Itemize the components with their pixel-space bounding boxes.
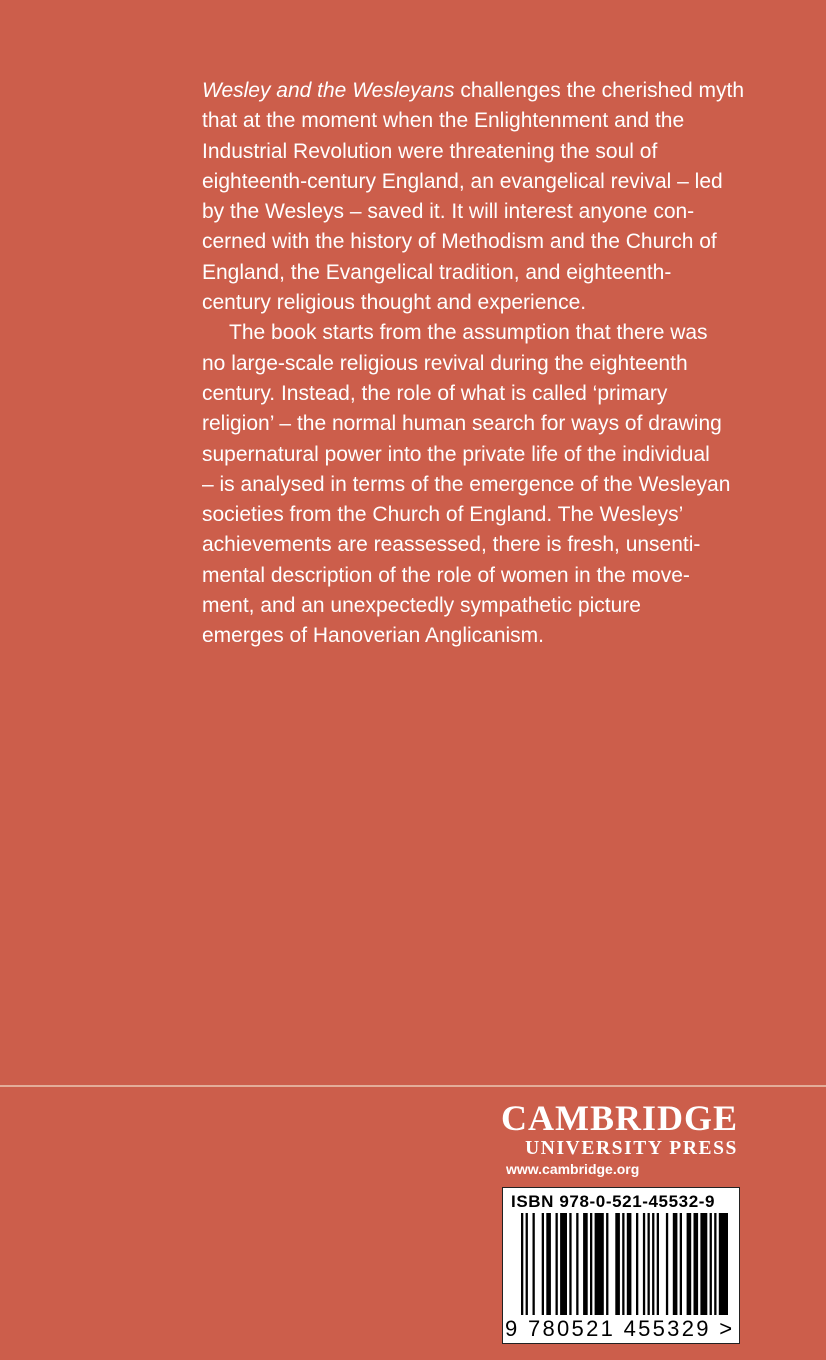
barcode-bar — [595, 1213, 604, 1315]
barcode-bar — [666, 1213, 668, 1315]
publisher-subname: UNIVERSITY PRESS — [525, 1138, 738, 1159]
publisher-name: CAMBRIDGE — [500, 1098, 738, 1138]
barcode-bar — [636, 1213, 638, 1315]
barcode-bar — [700, 1213, 707, 1315]
divider-rule — [0, 1085, 826, 1087]
barcode-bar — [643, 1213, 645, 1315]
barcode-bar — [521, 1213, 523, 1315]
barcode-bar — [648, 1213, 650, 1315]
barcode-bar — [622, 1213, 624, 1315]
barcode-bar — [526, 1213, 528, 1315]
ean-digits: 9 780521 455329 > — [505, 1316, 735, 1341]
barcode-bar — [673, 1213, 678, 1315]
blurb-paragraph-1-text: challenges the cherished myth that at the moment when the Enlightenment and the Industrial Revolution were threatening the soul of eighteenth-century England, an evangelical revival – led by the Wesleys – saved it. It will interest anyone con- cerned with the history of Methodism and the Church of England, the Evangelical tradition, and eighteenth- century religious thought and experience. — [202, 79, 745, 315]
barcode-bar — [680, 1213, 682, 1315]
barcode-bars — [521, 1213, 733, 1315]
barcode-bar — [546, 1213, 551, 1315]
publisher-logo — [501, 1098, 738, 1160]
barcode-bar — [615, 1213, 620, 1315]
barcode-bar — [542, 1213, 544, 1315]
barcode-bar — [583, 1213, 588, 1315]
barcode-bar — [719, 1213, 728, 1315]
isbn-barcode-box — [502, 1187, 740, 1344]
barcode-bar — [687, 1213, 692, 1315]
barcode-bar — [627, 1213, 632, 1315]
book-title-italic: Wesley and the Wesleyans — [202, 79, 455, 102]
barcode-bar — [576, 1213, 578, 1315]
barcode-bar — [652, 1213, 654, 1315]
barcode-bar — [569, 1213, 571, 1315]
barcode-bar — [533, 1213, 535, 1315]
barcode-bar — [606, 1213, 608, 1315]
blurb-paragraph-2: The book starts from the assumption that there was no large-scale religious revival during the eighteenth century. Instead, the role of what is called ‘primary religion’ – the normal human search for ways of drawing supernatural power into the private life of the individual – is analysed in terms of the emergence of the Wesleyan societies from the Church of England. The Wesleys’ achievements are reassessed, there is fresh, unsenti- mental description of the role of women in the move- ment, and an unexpectedly sympathetic picture emerges of Hanoverian Anglicanism. — [202, 321, 731, 648]
blurb-paragraph-1 — [202, 76, 762, 318]
barcode-bar — [657, 1213, 659, 1315]
barcode-bar — [556, 1213, 558, 1315]
barcode-bar — [694, 1213, 699, 1315]
barcode-bar — [714, 1213, 716, 1315]
barcode-bar — [590, 1213, 592, 1315]
barcode-bar — [710, 1213, 712, 1315]
blurb-text — [202, 76, 762, 652]
barcode-bar — [560, 1213, 567, 1315]
isbn-label: ISBN 978-0-521-45532-9 — [511, 1192, 716, 1211]
publisher-url: www.cambridge.org — [506, 1161, 640, 1177]
